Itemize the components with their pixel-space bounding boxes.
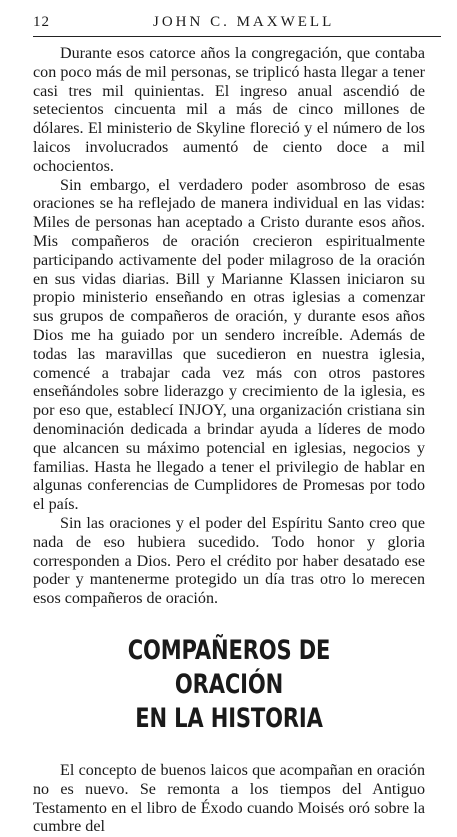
section-heading xyxy=(76,634,382,736)
page-number: 12 xyxy=(33,14,50,30)
section-heading-line: COMPAÑEROS DE ORACIÓN xyxy=(127,634,331,700)
paragraph: El concepto de buenos laicos que acompañan en oración no es nuevo. Se remonta a los tiempos del Antiguo Testamento en el libro de Éxodo cuando Moisés oró sobre la cumbre del xyxy=(33,761,425,836)
paragraph: Sin embargo, el verdadero poder asombroso de esas oraciones se ha reflejado de manera individual en las vidas: Miles de personas han aceptado a Cristo durante esos años. Mis compañeros de oración crecieron espiritualmente participando activamente del poder milagroso de la oración en sus vidas diarias. Bill y Marianne Klassen iniciaron su propio ministerio enseñando en otras iglesias a comenzar sus grupos de compañeros de oración, y durante esos años Dios me ha guiado por un sendero increíble. Además de todas las maravillas que sucedieron en nuestra iglesia, comencé a trabajar cada vez más con otros pastores enseñándoles sobre liderazgo y crecimiento de la iglesia, es por eso que, establecí INJOY, una organización cristiana sin denominación dedicada a brindar ayuda a líderes de modo que alcancen su máximo potencial en iglesias, negocios y familias. Hasta he llegado a tener el privilegio de hablar en algunas conferencias de Cumplidores de Promesas por todo el país. xyxy=(33,176,425,514)
section-heading-line: EN LA HISTORIA xyxy=(135,702,323,734)
paragraph: Sin las oraciones y el poder del Espíritu Santo creo que nada de eso hubiera sucedido. Todo honor y gloria corresponden a Dios. Pero el crédito por haber desatado ese poder y mantenerme protegido un día tras otro lo merecen esos compañeros de oración. xyxy=(33,514,425,608)
body-text xyxy=(33,45,425,837)
running-title: JOHN C. MAXWELL xyxy=(153,14,335,30)
paragraph: Durante esos catorce años la congregación, que contaba con poco más de mil personas, se triplicó hasta llegar a tener casi tres mil quinientas. El ingreso anual ascendió de setecientos cincuenta mil a más de cinco millones de dólares. El ministerio de Skyline floreció y el número de los laicos involucrados aumentó de ciento doce a mil ochocientos. xyxy=(33,45,425,175)
running-header xyxy=(33,14,441,37)
